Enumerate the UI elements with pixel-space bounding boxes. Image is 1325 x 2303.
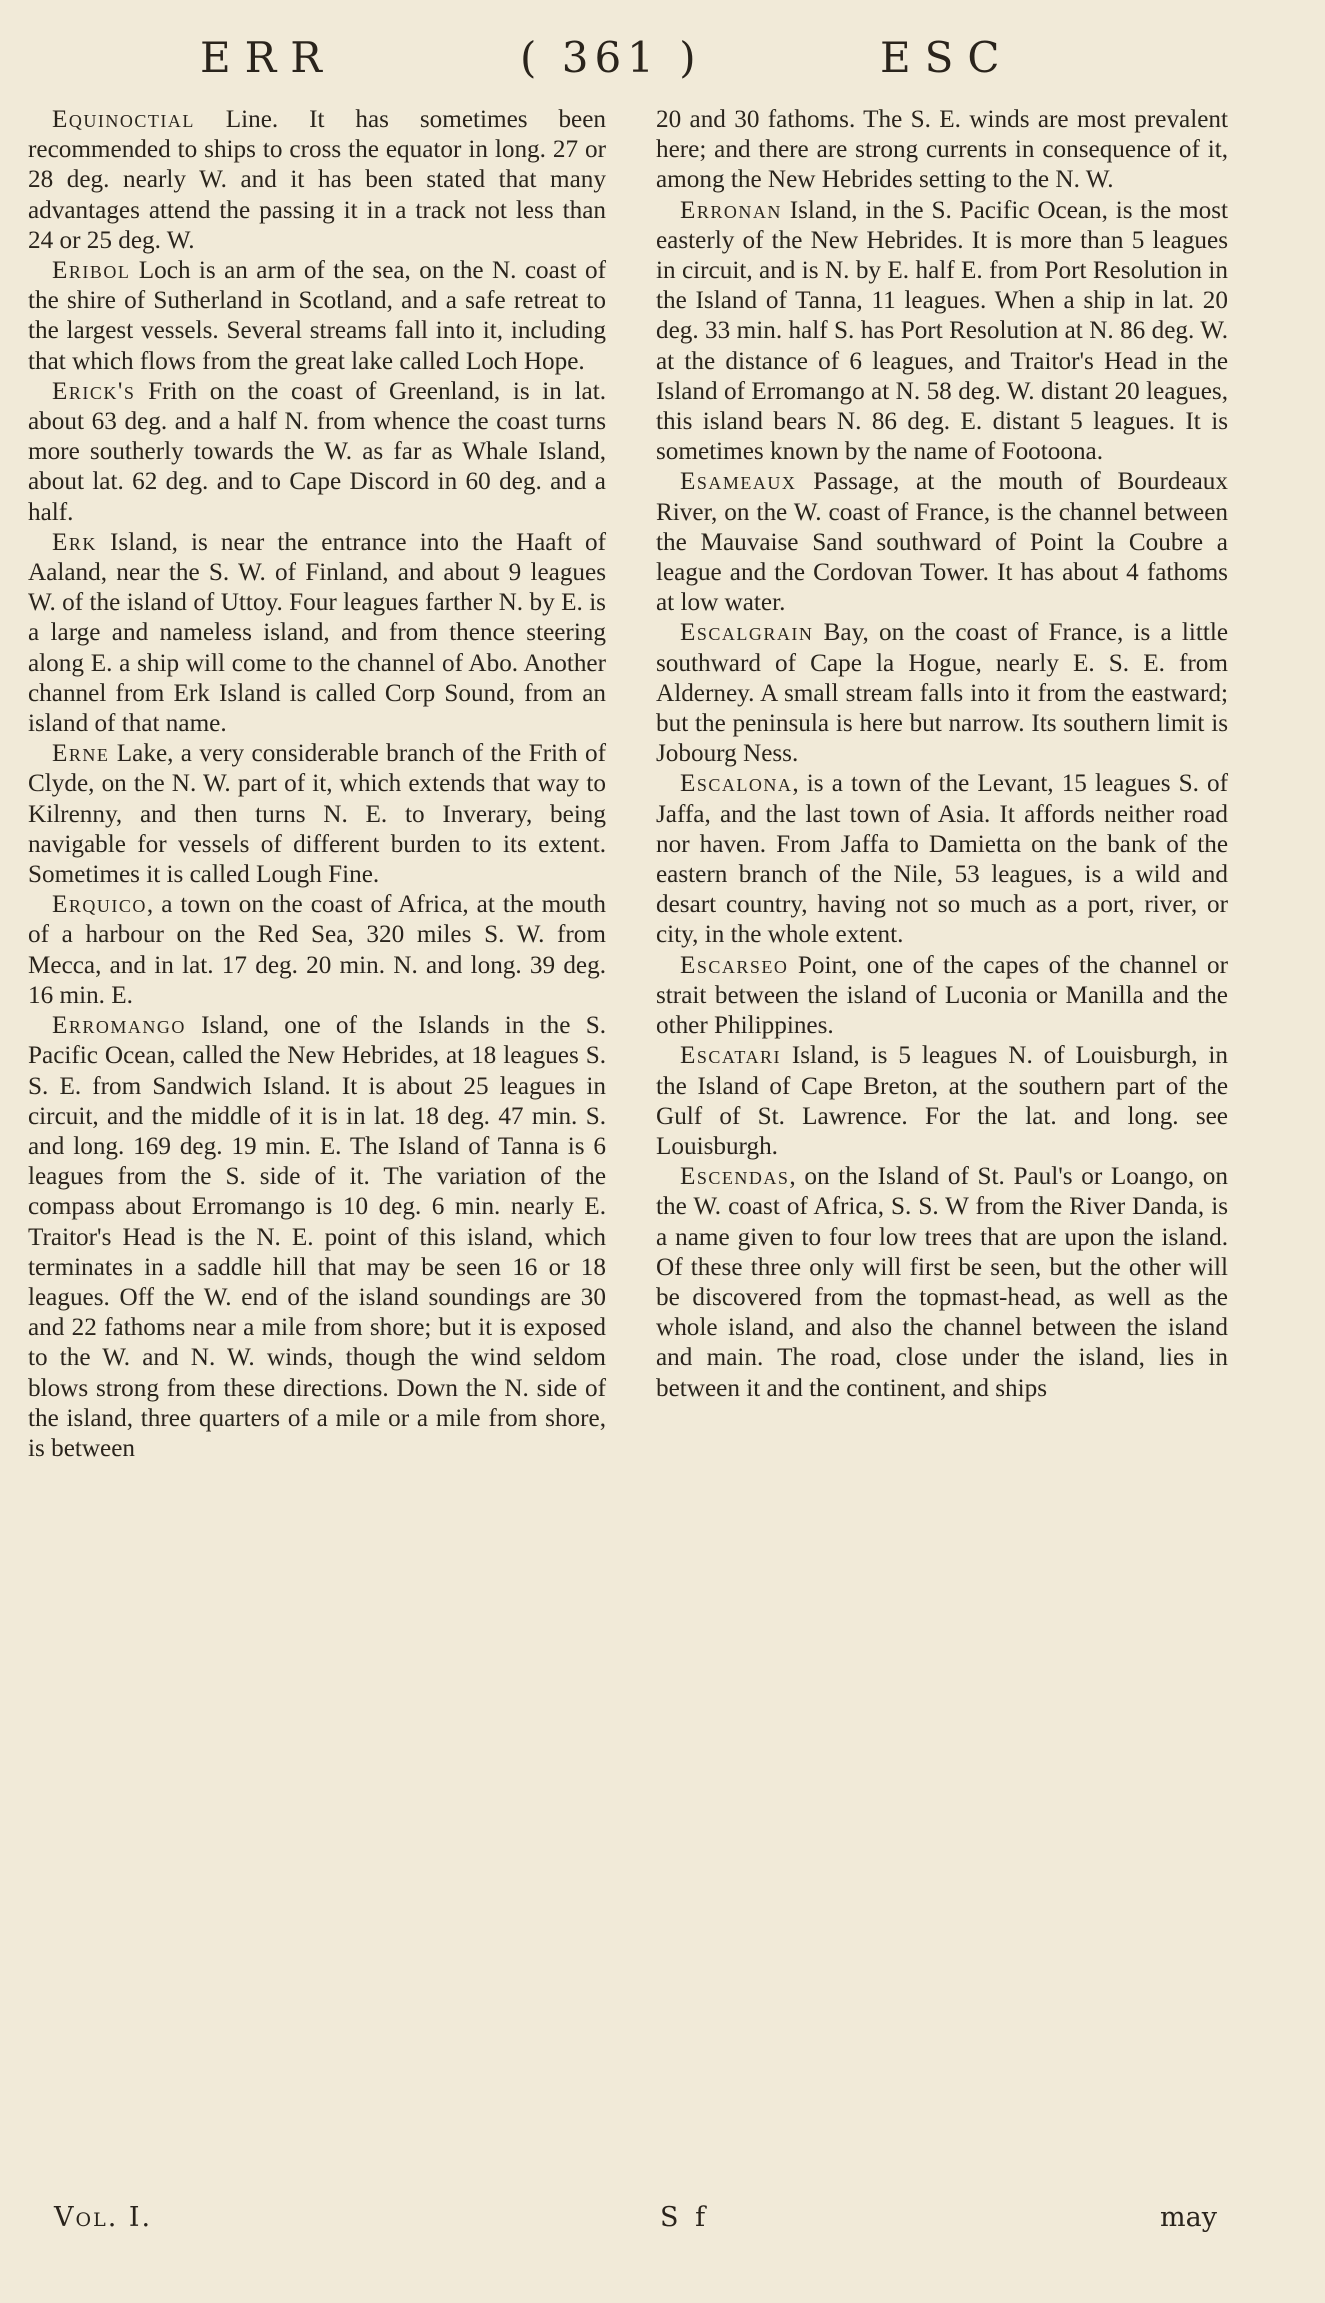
left-column [28, 105, 606, 1464]
entry-text: Lake, a very considerable branch of the Frith of Clyde, on the N. W. part of it, which extends that way to Kilrenny, and then turns N. E. to Inverary, being navigable for vessels of different burden to its extent. Sometimes it is called Lough Fine. [28, 740, 606, 889]
entry-headword: Escalona [680, 770, 793, 798]
entry [28, 528, 606, 739]
entry-headword: Escendas [680, 1163, 790, 1191]
entry [656, 196, 1228, 468]
entry-text: , on the Island of St. Paul's or Loango, on the W. coast of Africa, S. S. W from the River Danda, is a name given to four low trees that are upon the island. Of these three only will first be seen, but the other will be discovered from the topmast-head, as well as the whole island, and also the channel between the island and main. The road, close under the island, lies in between it and the continent, and ships [656, 1163, 1228, 1402]
page-number: ( 361 ) [520, 33, 702, 82]
entry [28, 377, 606, 528]
entry [28, 739, 606, 890]
entry-text: , a town on the coast of Africa, at the mouth of a harbour on the Red Sea, 320 miles S. W. from Mecca, and in lat. 17 deg. 20 min. N. and long. 39 deg. 16 min. E. [28, 891, 606, 1009]
entry [656, 467, 1228, 618]
entry [28, 256, 606, 377]
entry-text: Island, is 5 leagues N. of Louisburgh, in the Island of Cape Breton, at the southern part of the Gulf of St. Lawrence. For the lat. and long. see Louisburgh. [656, 1042, 1228, 1160]
entry-text: Line. It has sometimes been recommended to ships to cross the equator in long. 27 or 28 deg. nearly W. and it has been stated that many advantages attend the passing it in a track not less than 24 or 25 deg. W. [28, 106, 606, 254]
entry-text: Frith on the coast of Greenland, is in lat. about 63 deg. and a half N. from whence the coast turns more southerly towards the W. as far as Whale Island, about lat. 62 deg. and to Cape Discord in 60 deg. and a half. [28, 377, 606, 526]
entry-text: Island, is near the entrance into the Haaft of Aaland, near the S. W. of Finland, and about 9 leagues W. of the island of Uttoy. Four leagues farther N. by E. is a large and nameless island, and from thence steering along E. a ship will come to the channel of Abo. Another channel from Erk Island is called Corp Sound, from an island of that name. [28, 528, 606, 738]
entry-text: 20 and 30 fathoms. The S. E. winds are most prevalent here; and there are strong currents in consequence of it, among the New Hebrides setting to the N. W. [656, 106, 1228, 194]
entry-text: Point, one of the capes of the channel or strait between the island of Luconia or Manilla and the other Philippines. [656, 951, 1228, 1040]
entry [28, 105, 606, 256]
entry-text: Island, one of the Islands in the S. Pacific Ocean, called the New Hebrides, at 18 leagues S. S. E. from Sandwich Island. It is about 25 leagues in circuit, and the middle of it is in lat. 18 deg. 47 min. S. and long. 169 deg. 19 min. E. The Island of Tanna is 6 leagues from the S. side of it. The variation of the compass about Erromango is 10 deg. 6 min. nearly E. Traitor's Head is the N. E. point of this island, which terminates in a saddle hill that may be seen 16 or 18 leagues. Off the W. end of the island soundings are 30 and 22 fathoms near a mile from shore; but it is exposed to the W. and N. W. winds, though the wind seldom blows strong from these directions. Down the N. side of the island, three quarters of a mile or a mile from shore, is between [28, 1012, 606, 1462]
entry-headword: Erk [52, 528, 97, 556]
entry-headword: Equinoctial [52, 106, 195, 133]
entry-text: , is a town of the Levant, 15 leagues S. of Jaffa, and the last town of Asia. It affords neither road nor haven. From Jaffa to Damietta on the bank of the eastern branch of the Nile, 53 leagues, is a wild and desart country, having not so much as a port, river, or city, in the whole extent. [656, 770, 1228, 949]
volume-mark: Vol. I. [54, 2202, 153, 2233]
running-head-left: ERR [200, 33, 336, 82]
entry-headword: Erquico [52, 891, 147, 919]
entry-continuation [656, 105, 1228, 196]
entry-headword: Esameaux [680, 468, 797, 496]
entry [28, 890, 606, 1011]
entry-headword: Escarseo [680, 951, 789, 979]
entry-headword: Erick's [52, 377, 136, 405]
running-head-right: ESC [880, 33, 1014, 82]
entry [656, 1162, 1228, 1404]
entry-headword: Erronan [680, 196, 782, 224]
entry-headword: Escatari [680, 1042, 781, 1070]
entry [656, 1041, 1228, 1162]
entry-text: Loch is an arm of the sea, on the N. coast of the shire of Sutherland in Scotland, and a safe retreat to the largest vessels. Several streams fall into it, including that which flows from the great lake called Loch Hope. [28, 257, 606, 375]
signature-mark: S f [660, 2202, 710, 2233]
entry-headword: Eribol [52, 257, 131, 285]
entry [656, 951, 1228, 1042]
entry [656, 769, 1228, 950]
entry-headword: Escalgrain [680, 619, 814, 647]
entry-text: Island, in the S. Pacific Ocean, is the most easterly of the New Hebrides. It is more than 5 leagues in circuit, and is N. by E. half E. from Port Resolution in the Island of Tanna, 11 leagues. When a ship in lat. 20 deg. 33 min. half S. has Port Resolution at N. 86 deg. W. at the distance of 6 leagues, and Traitor's Head in the Island of Erromango at N. 58 deg. W. distant 20 leagues, this island bears N. 86 deg. E. distant 5 leagues. It is sometimes known by the name of Footoona. [656, 196, 1228, 466]
entry [28, 1011, 606, 1464]
entry-headword: Erne [52, 740, 110, 768]
right-column [656, 105, 1228, 1404]
entry-headword: Erromango [52, 1012, 186, 1040]
entry-text: Passage, at the mouth of Bourdeaux River, on the W. coast of France, is the channel between the Mauvaise Sand southward of Point la Coubre a league and the Cordovan Tower. It has about 4 fathoms at low water. [656, 468, 1228, 617]
entry [656, 618, 1228, 769]
entry-text: Bay, on the coast of France, is a little southward of Cape la Hogue, nearly E. S. E. from Alderney. A small stream falls into it from the eastward; but the peninsula is here but narrow. Its southern limit is Jobourg Ness. [656, 619, 1228, 768]
catchword: may [1160, 2202, 1217, 2233]
